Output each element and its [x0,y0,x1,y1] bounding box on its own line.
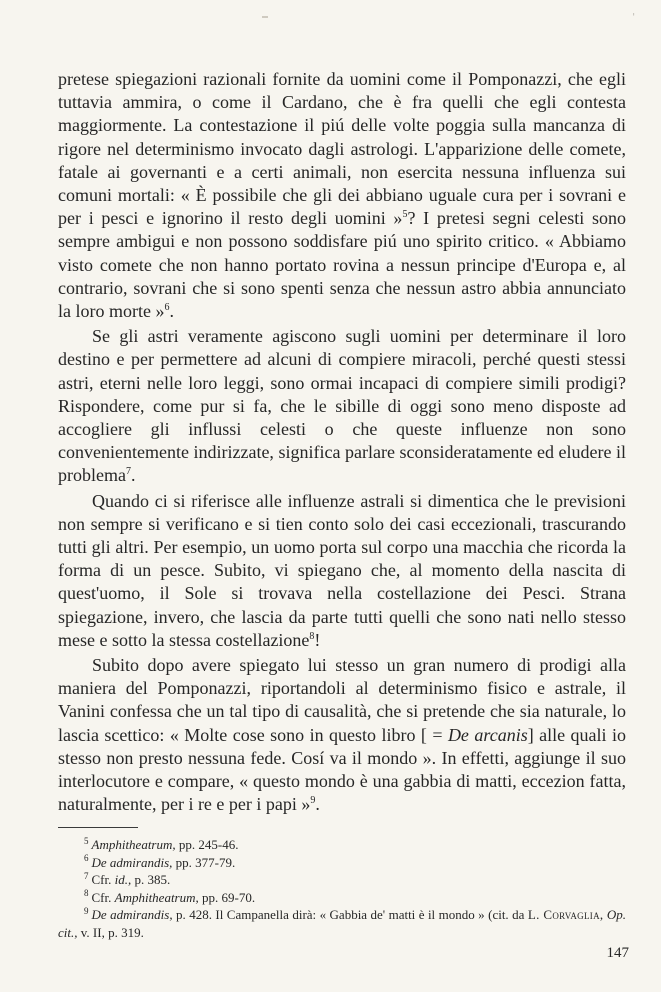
footnote-8: $^8$ Cfr. Amphitheatrum, pp. 69-70. [84,888,256,905]
scan-speck [262,16,268,18]
author-name: L. Corvaglia, [527,907,604,923]
paragraph-2: Se gli astri veramente agiscono sugli uomini per determinare il loro destino e per permettere ad alcuni di compiere miracoli, perché questi stessi astri, eterni nelle loro leggi, sono ormai incapaci di compiere simili prodigi? Rispondere, come pur si fa, che le sibille di oggi sono meno disposte ad accogliere gli influssi celesti o che queste influenze non sono convenientemente indirizzate, significa parlare sconsideratamente ed eludere il problema$^7$. [58,326,626,486]
footnote-9: $^9$ De admirandis, p. 428. Il Campanella dirà: « Gabbia de' matti è il mondo » (cit. da L. Corvaglia, Op. cit., v. II, p. 319. [58,906,627,940]
footnote-5: $^5$ Amphitheatrum, pp. 245-46. [84,835,239,852]
paragraph-4: Subito dopo avere spiegato lui stesso un gran numero di prodigi alla maniera del Pomponazzi, riportandoli al determinismo fisico e astrale, il Vanini confessa che un tal tipo di causalità, che si pretende che sia naturale, lo lascia scettico: « Molte cose sono in questo libro [ = De arcanis] alle quali io stesso non presto nessuna fede. Cosí va il mondo ». In effetti, aggiunge il suo interlocutore e compare, « questo mondo è una gabbia di matti, eccezion fatta, naturalmente, per i re e per i papi »$^9$. [58,655,626,815]
footnote-divider [58,827,138,828]
footnote-ref-7[interactable]: 7 [125,466,131,478]
corner-mark: ' [632,13,635,23]
paragraph-3: Quando ci si riferisce alle influenze astrali si dimentica che le previsioni non sempre si verificano e si tien conto solo dei casi eccezionali, trascurando tutti gli altri. Per esempio, un uomo porta sul corpo una macchia che ricorda la forma di un pesce. Subito, vi spiegano che, al momento della nascita di quest'uomo, il Sole si trovava nella costellazione dei Pesci. Strana spiegazione, invero, che lascia da parte tutti quelli che sono nati nello stesso mese e sotto la stessa costellazione$^8$! [58,490,626,650]
footnote-ref-8[interactable]: 8 [309,630,315,642]
footnotes [58,836,626,942]
book-title: De arcanis [447,724,528,745]
footnote-7: $^7$ Cfr. id., p. 385. [84,870,171,888]
paragraph-1: pretese spiegazioni razionali fornite da uomini come il Pomponazzi, che egli tuttavia ammira, o come il Cardano, che è fra quelli che egli contesta maggiormente. La contestazione il piú delle volte poggia sulla mancanza di rigore nel determinismo invocato dagli astrologi. L'apparizione delle comete, fatale ai governanti e a certi animali, non esercita nessuna influenza sui comuni mortali: « È possibile che gli dei abbiano uguale cura per i sovrani e per i pesci e ignorino il resto degli uomini »$^5$? I pretesi segni celesti sono sempre ambigui e non possono soddisfare piú uno spirito critico. « Abbiamo visto comete che non hanno portato rovina a nessun principe d'Europa e, al contrario, sovrani che si sono spenti senza che nessun astro abbia annunciato la loro morte »$^6$. [58,69,626,322]
footnote-ref-5[interactable]: 5 [402,209,408,221]
footnote-ref-9[interactable]: 9 [310,795,316,807]
page-number: 147 [606,945,629,961]
main-text [58,68,626,817]
footnote-ref-6[interactable]: 6 [164,302,170,314]
footnote-6: $^6$ De admirandis, pp. 377-79. [84,853,236,870]
